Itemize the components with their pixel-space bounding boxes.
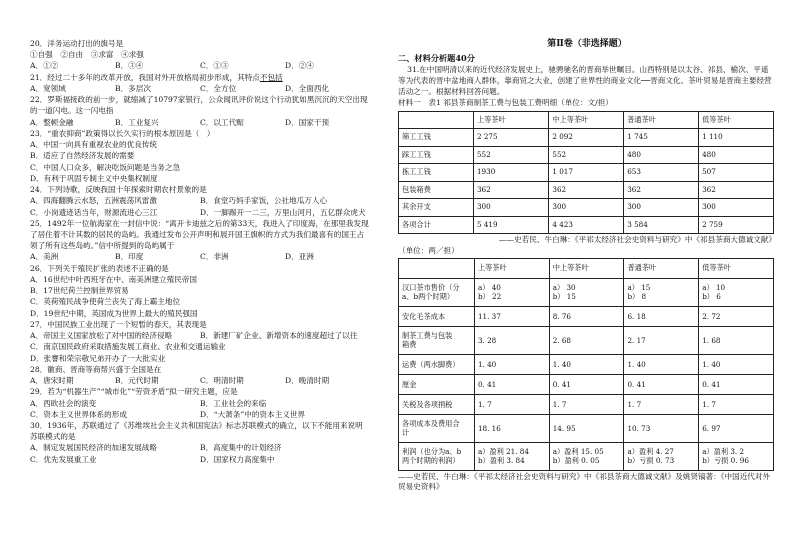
- question-25-stem: 25．1492年一位航海家在一封信中说：“离开卡迪兹之后的第33天，我进入了印度海，在那里我发现了居住着不计其数的居民的岛屿。我通过发布公开声明和展开国王旗帜的方式为我们最喜有的国王占领了所有这些岛屿。”信中所提到的岛屿属于: [30, 218, 369, 251]
- table-cell: 2 759: [699, 216, 774, 234]
- option-b: B．③④: [115, 61, 144, 71]
- option-a: A．中国一向具有重视农业的优良传统: [30, 140, 157, 150]
- table-cell: [699, 414, 774, 442]
- table-cell: 2 275: [473, 129, 548, 147]
- option-c: C．优先发展重工业: [30, 454, 97, 464]
- cell-value: 1. 40: [627, 359, 646, 369]
- question-21-underline: 不包括: [259, 72, 283, 82]
- table-cell: [549, 442, 624, 470]
- cell-value: b） 15: [552, 292, 576, 302]
- cell-value: 0. 41: [627, 379, 646, 389]
- row-label-cell: [399, 442, 475, 470]
- question-26-stem: 26．下列关于殖民扩张的表述不正确的是: [30, 263, 169, 273]
- cell-value: 2. 72: [702, 311, 721, 321]
- option-d: D．国家干预: [285, 117, 330, 127]
- question-23-stem: 23．“重农抑商”政策得以长久实行的根本原因是（ ）: [30, 128, 215, 138]
- row-label-line: 汉口茶市售价（分: [402, 283, 460, 293]
- question-30-stem: 30．1936年，苏联通过了《苏维埃社会主义共和国宪法》标志苏联模式的确立，以下不能用来说明苏联模式的是: [30, 420, 363, 442]
- table-cell: [549, 414, 624, 442]
- table-row: [399, 354, 774, 374]
- table-row: [399, 374, 774, 394]
- cell-value: 0. 41: [477, 379, 497, 389]
- table-header-cell: 普通茶叶: [624, 111, 699, 129]
- table-cell: 507: [699, 164, 774, 182]
- question-21-stem-text: 21．经过二十多年的改革开放，我国对外开放格局初步形成，其特点: [30, 72, 260, 82]
- cell-value: b） 22: [477, 292, 502, 302]
- option-a: A．四海翻腾云水怒，五洲震荡风雷激: [30, 196, 157, 206]
- question-25-options: [30, 251, 370, 262]
- table2-source: ——史若民、牛白琳：《平祁太经济社会史资料与研究》中《祁县茶商大德诚文献》及姚贤镐著：《中国近代对外贸易史资料》: [398, 471, 771, 492]
- row-label-cell: [399, 354, 475, 374]
- cell-value: 1. 68: [702, 335, 721, 345]
- table-cell: [699, 374, 774, 394]
- cell-value: 1. 7: [702, 399, 716, 409]
- option-a: A．整顿金融: [30, 117, 74, 127]
- cell-value: 0. 41: [702, 379, 721, 389]
- cell-value: a）盈利 15. 05: [552, 447, 604, 457]
- option-a: A．宽领域: [30, 83, 66, 93]
- option-d: D．②④: [285, 61, 314, 71]
- cell-value: 2. 17: [627, 335, 646, 345]
- table-row: [399, 326, 774, 354]
- row-label-cell: 各项合计: [399, 216, 474, 234]
- table-cell: 300: [624, 199, 699, 217]
- table-cell: [624, 354, 699, 374]
- table-cell: [699, 278, 774, 306]
- table-cell: 653: [624, 164, 699, 182]
- table-cell: 1 745: [624, 129, 699, 147]
- option-d: D．晚清时期: [285, 376, 330, 386]
- table-cell: [699, 326, 774, 354]
- question-28-options: [30, 375, 370, 386]
- cell-value: 3. 28: [477, 335, 497, 345]
- question-20-stem: 20．洋务运动打出的旗号是: [30, 39, 124, 48]
- row-label-cell: [399, 326, 475, 354]
- table-cell: 362: [624, 181, 699, 199]
- row-label-cell: 踩工工钱: [399, 146, 474, 164]
- table-header-cell: [399, 258, 475, 278]
- option-d: D．“大萧条”中的资本主义世界: [200, 409, 305, 419]
- table-row: [399, 199, 774, 217]
- question-22-options: [30, 117, 370, 128]
- option-a: A．①②: [30, 61, 59, 71]
- table-cell: 300: [549, 199, 624, 217]
- option-d: D．一脚踢开一二三，万里山河月，五亿群众虎犬: [200, 207, 366, 217]
- question-20-statements: ①自强 ②自由 ③求富 ④求强: [30, 50, 144, 60]
- table-cell: [474, 394, 549, 414]
- option-b: B．17世纪荷兰控制世界贸易: [30, 286, 129, 296]
- table-cell: 1 110: [699, 129, 774, 147]
- option-d: D．国家权力高度集中: [200, 454, 275, 464]
- question-29-options-row1: [30, 398, 370, 409]
- cell-value: 1. 40: [702, 359, 721, 369]
- table1-caption: 材料一 表1 祁县茶商制茶工费与包装工费明细（单位：文/担）: [398, 97, 613, 107]
- left-column: [30, 38, 370, 465]
- table-header-row: [399, 258, 774, 278]
- table-row: [399, 181, 774, 199]
- question-29-stem: 29．若为“机器生产”“城市化”“劳资矛盾”拟一研究主题，应是: [30, 387, 238, 397]
- table-cell: [474, 278, 549, 306]
- row-label-cell: [399, 414, 475, 442]
- option-a: A．唐宋时期: [30, 376, 74, 386]
- table-cell: [474, 326, 549, 354]
- table-cell: [624, 278, 699, 306]
- cell-value: b） 6: [702, 292, 721, 302]
- option-d: D．有利于巩固专制主义中央集权制度: [30, 173, 158, 183]
- cell-value: b）盈利 3. 84: [477, 456, 525, 466]
- table-cell: [624, 374, 699, 394]
- cell-value: 1. 7: [477, 399, 492, 409]
- option-a: A．美洲: [30, 252, 59, 262]
- table-header-cell: 普通茶叶: [624, 258, 699, 278]
- option-a: A．制定发展国民经济的加速发展战略: [30, 443, 157, 453]
- cell-value: b） 8: [627, 292, 647, 302]
- table-cell: [624, 394, 699, 414]
- table-cell: [624, 326, 699, 354]
- table-cell: [474, 442, 549, 470]
- question-27-stem: 27．中国民族工业出现了一个短暂的春天，其表现是: [30, 319, 207, 329]
- option-d: D．亚洲: [285, 252, 314, 262]
- row-label-line: 厘金: [402, 379, 417, 389]
- option-c: C．以工代赈: [200, 117, 244, 127]
- option-b: B．适应了自然经济发展的需要: [30, 151, 135, 161]
- table-row: [399, 414, 774, 442]
- table-cell: 480: [699, 146, 774, 164]
- table-row: [399, 129, 774, 147]
- question-24-options-row2: [30, 207, 370, 218]
- section-title: 二、材料分析题40分: [398, 52, 475, 63]
- table-row: [399, 278, 774, 306]
- table1-source: ——史若民、牛白琳：《平祁太经济社会史资料与研究》中《祁县茶商大德诚文献》: [498, 235, 776, 245]
- cell-value: 1. 7: [552, 399, 567, 409]
- tea-cost-table-1: [398, 111, 774, 235]
- table-cell: 362: [549, 181, 624, 199]
- option-b: B．新建厂矿企业、新增资本的速度超过了以往: [200, 331, 358, 341]
- option-b: B．工业复兴: [115, 117, 159, 127]
- table-cell: [474, 374, 549, 394]
- option-d: D．张謇和荣宗敬兄弟开办了一大批实业: [30, 353, 166, 363]
- cell-value: 18. 16: [477, 423, 501, 433]
- option-b: B．高度集中的计划经济: [200, 443, 282, 453]
- cell-value: b）亏损 0. 96: [702, 456, 749, 466]
- cell-value: 1. 40: [552, 359, 571, 369]
- option-b: B．食堂巧妈手家饭，公社地瓜万人心: [200, 196, 328, 206]
- table-header-row: [399, 111, 774, 129]
- row-label-line: 运费（两水脚费）: [402, 359, 460, 369]
- cell-value: b）盈利 0. 05: [552, 456, 600, 466]
- question-28-stem: 28．徽商、晋商等商帮兴盛于全国是在: [30, 364, 162, 374]
- table-header-cell: 低等茶叶: [699, 111, 774, 129]
- table-cell: [474, 414, 549, 442]
- question-24-options-row1: [30, 195, 370, 206]
- row-label-cell: 包装箱费: [399, 181, 474, 199]
- row-label-line: 箱费: [402, 340, 417, 350]
- row-label-line: 关税及各项捐税: [402, 399, 453, 409]
- row-label-line: 各项成本及费用合: [402, 419, 460, 429]
- cell-value: 2. 68: [552, 335, 571, 345]
- table-cell: 362: [699, 181, 774, 199]
- question-30-options-row2: [30, 454, 370, 465]
- option-b: B．元代时期: [115, 376, 159, 386]
- table-cell: [549, 394, 624, 414]
- question-29-options-row2: [30, 409, 370, 420]
- table-cell: [699, 306, 774, 326]
- table-row: [399, 306, 774, 326]
- table-header-cell: 上等茶叶: [473, 111, 548, 129]
- row-label-cell: [399, 374, 475, 394]
- question-30-options-row1: [30, 442, 370, 453]
- cell-value: a） 40: [477, 283, 501, 293]
- table-cell: 3 584: [624, 216, 699, 234]
- table-row: [399, 394, 774, 414]
- part-title: 第Ⅱ卷（非选择题）: [547, 39, 627, 49]
- option-c: C．南京国民政府采取措施发展工商业、农业和交通运输业: [30, 342, 226, 352]
- table-cell: 300: [473, 199, 548, 217]
- option-b: B．多层次: [115, 83, 151, 93]
- cell-value: 10. 73: [627, 423, 651, 433]
- table-header-cell: 中上等茶叶: [549, 258, 624, 278]
- cell-value: 6. 97: [702, 423, 721, 433]
- table-header-cell: 上等茶叶: [474, 258, 549, 278]
- row-label-line: 制茶工费与包装: [402, 331, 453, 341]
- table-row: [399, 442, 774, 470]
- row-label-cell: 拣工工钱: [399, 164, 474, 182]
- cell-value: a） 30: [552, 283, 576, 293]
- option-b: B．工业社会的来临: [200, 398, 267, 408]
- table-cell: [549, 326, 624, 354]
- table-cell: [474, 306, 549, 326]
- table-cell: 4 423: [549, 216, 624, 234]
- table-cell: 552: [549, 146, 624, 164]
- table2-unit: （单位：两／担）: [398, 245, 459, 255]
- cell-value: a）盈利 3. 2: [702, 447, 745, 457]
- table-header-cell: 低等茶叶: [699, 258, 774, 278]
- table-cell: [549, 306, 624, 326]
- option-d: D．全面西化: [285, 83, 330, 93]
- right-column: [398, 38, 776, 493]
- cell-value: 0. 41: [552, 379, 571, 389]
- table-cell: [699, 394, 774, 414]
- row-label-line: a、b两个时期）: [402, 292, 455, 302]
- cell-value: b）亏损 0. 73: [627, 456, 675, 466]
- row-label-line: 两个时期的利润）: [402, 456, 460, 466]
- table-row: [399, 146, 774, 164]
- table-cell: 5 419: [473, 216, 548, 234]
- question-31-intro: 31.在中国明清以来的近代经济发展史上，驰骋驰名的晋商举世瞩目。山西特别是以太谷、祁县、榆次、平遥等为代表的晋中盆地商人群体，靠商贸之大业，创建了世界性的商业文化──晋商文化。茶叶贸易是晋商主要经营活动之一。根据材料回答问题。: [398, 65, 772, 96]
- table-cell: [624, 442, 699, 470]
- question-22-stem: 22．罗斯福接政的前一步，就缩减了10797家银行，公众闻讯评价说这个行动犹如黑沉沉的天空出现的一道闪电。这一闪电指: [30, 95, 368, 116]
- option-c: C．资本主义世界体系的形成: [30, 409, 127, 419]
- table-cell: [474, 354, 549, 374]
- table-cell: 300: [699, 199, 774, 217]
- option-a: A．16世纪中叶西班牙在中、南美洲建立殖民帝国: [30, 274, 198, 284]
- row-label-cell: 筛工工钱: [399, 129, 474, 147]
- option-c: C．全方位: [200, 83, 237, 93]
- cell-value: 6. 18: [627, 311, 646, 321]
- question-24-stem: 24．下列诗歌，反映我国十年探索时期农村景象的是: [30, 185, 207, 195]
- table-cell: 1930: [473, 164, 548, 182]
- table-cell: [549, 354, 624, 374]
- table-cell: 1 017: [549, 164, 624, 182]
- option-c: C．小岗遗迹话当年，财源流进心三江: [30, 207, 158, 217]
- table-row: [399, 164, 774, 182]
- row-label-line: 利润（也分为a、b: [402, 447, 462, 457]
- question-21-stem: [30, 72, 370, 83]
- row-label-cell: [399, 278, 475, 306]
- cell-value: 1. 40: [477, 359, 497, 369]
- table-cell: [699, 354, 774, 374]
- table-cell: [699, 442, 774, 470]
- row-label-line: 计: [402, 428, 410, 438]
- cell-value: 8. 76: [552, 311, 571, 321]
- tea-cost-table-2: [398, 258, 774, 471]
- table-header-cell: [399, 111, 474, 129]
- option-d: D．19世纪中期，英国成为世界上最大的殖民强国: [30, 308, 198, 318]
- option-c: C．中国人口众多，解决吃饭问题是当务之急: [30, 162, 181, 172]
- option-c: C．英荷殖民战争使荷兰丧失了海上霸主地位: [30, 297, 181, 307]
- cell-value: a） 10: [702, 283, 726, 293]
- question-21-options: [30, 83, 370, 94]
- table-cell: 362: [473, 181, 548, 199]
- table-cell: [624, 414, 699, 442]
- row-label-line: 安化毛茶成本: [402, 311, 446, 321]
- table-cell: 480: [624, 146, 699, 164]
- table-cell: [624, 306, 699, 326]
- table-cell: 2 092: [549, 129, 624, 147]
- cell-value: 1. 7: [627, 399, 642, 409]
- table-row: [399, 216, 774, 234]
- option-c: C．非洲: [200, 252, 229, 262]
- table-header-cell: 中上等茶叶: [549, 111, 624, 129]
- option-a: A．帝国主义国家放松了对中国的经济侵略: [30, 331, 173, 341]
- option-c: C．明清时期: [200, 376, 244, 386]
- option-a: A．西欧社会的演变: [30, 398, 97, 408]
- cell-value: 11. 37: [477, 311, 501, 321]
- cell-value: a）盈利 4. 27: [627, 447, 674, 457]
- cell-value: a） 15: [627, 283, 651, 293]
- cell-value: 14. 95: [552, 423, 576, 433]
- option-c: C．①③: [200, 61, 229, 71]
- table-cell: [549, 278, 624, 306]
- question-27-options-row1: [30, 330, 370, 341]
- row-label-cell: 其余开支: [399, 199, 474, 217]
- table-cell: [549, 374, 624, 394]
- option-b: B．印度: [115, 252, 144, 262]
- table-cell: 552: [473, 146, 548, 164]
- cell-value: a）盈利 21. 84: [477, 447, 529, 457]
- row-label-cell: [399, 394, 475, 414]
- question-20-options: [30, 60, 370, 71]
- row-label-cell: [399, 306, 475, 326]
